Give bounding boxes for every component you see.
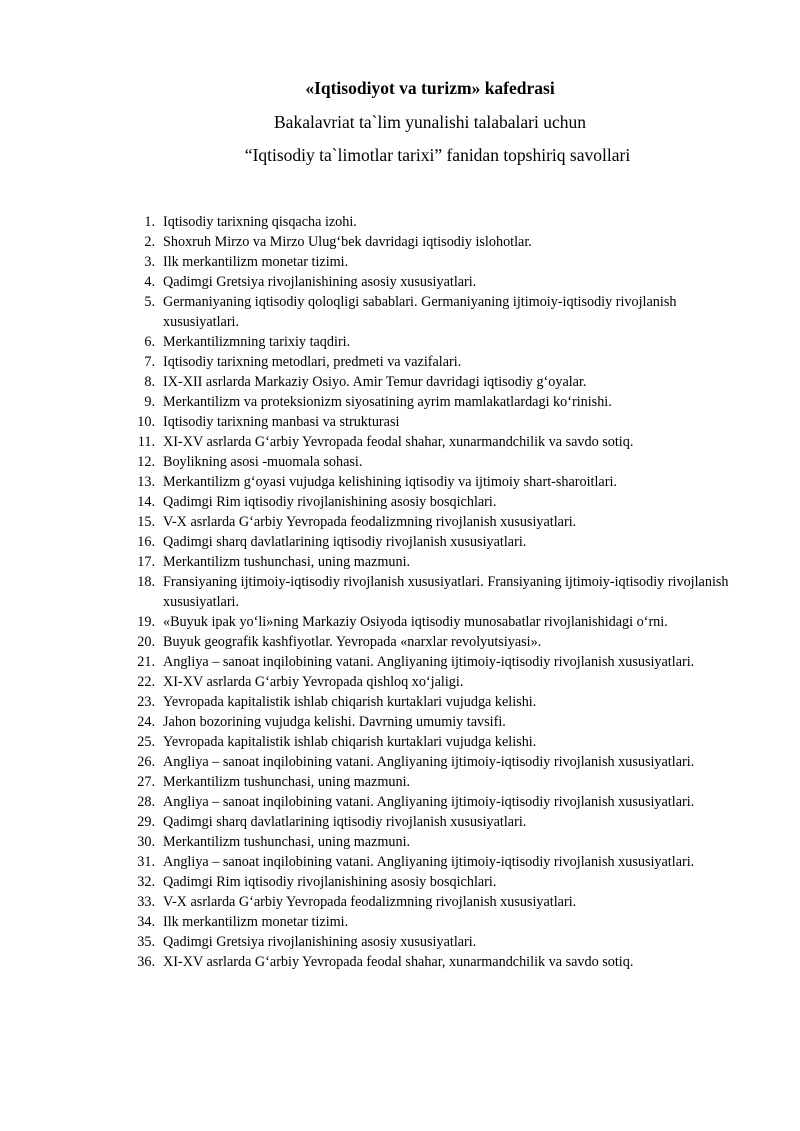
question-number: 9.	[144, 394, 155, 410]
question-number: 22.	[137, 674, 155, 690]
question-text: Yevropada kapitalistik ishlab chiqarish kurtaklari vujudga kelishi.	[163, 694, 537, 710]
question-item	[0, 232, 800, 252]
question-text: Boylikning asosi -muomala sohasi.	[163, 454, 363, 470]
question-item	[0, 892, 800, 912]
question-number: 33.	[137, 894, 155, 910]
question-item	[0, 932, 800, 952]
question-number: 1.	[144, 214, 155, 230]
subject-subtitle: “Iqtisodiy ta`limotlar tarixi” fanidan topshiriq savollari	[244, 145, 631, 165]
question-text: Qadimgi Gretsiya rivojlanishining asosiy xususiyatlari.	[163, 934, 477, 950]
question-text: Qadimgi sharq davlatlarining iqtisodiy rivojlanish xususiyatlari.	[163, 534, 527, 550]
question-text: Merkantilizm g‘oyasi vujudga kelishining iqtisodiy va ijtimoiy shart-sharoitlari.	[163, 474, 617, 490]
question-text: XI-XV asrlarda G‘arbiy Yevropada feodal shahar, xunarmandchilik va savdo sotiq.	[163, 434, 634, 450]
question-text: Fransiyaning ijtimoiy-iqtisodiy rivojlanish xususiyatlari. Fransiyaning ijtimoiy-iqtisodiy rivojlanish xususiyatlari.	[163, 574, 729, 610]
question-text: Merkantilizm tushunchasi, uning mazmuni.	[163, 774, 411, 790]
question-number: 34.	[137, 914, 155, 930]
question-item	[0, 652, 800, 672]
question-item	[0, 712, 800, 732]
question-number: 29.	[137, 814, 155, 830]
question-text: Angliya – sanoat inqilobining vatani. Angliyaning ijtimoiy-iqtisodiy rivojlanish xususiyatlari.	[163, 654, 695, 670]
question-item	[0, 272, 800, 292]
question-number: 30.	[137, 834, 155, 850]
question-number: 6.	[144, 334, 155, 350]
question-number: 14.	[137, 494, 155, 510]
question-item	[0, 332, 800, 352]
question-number: 13.	[137, 474, 155, 490]
question-item	[0, 672, 800, 692]
question-item	[0, 632, 800, 652]
question-text: Ilk merkantilizm monetar tizimi.	[163, 914, 349, 930]
question-number: 35.	[137, 934, 155, 950]
question-number: 21.	[137, 654, 155, 670]
question-number: 32.	[137, 874, 155, 890]
question-item	[0, 852, 800, 872]
question-item	[0, 572, 800, 612]
question-number: 2.	[144, 234, 155, 250]
question-item	[0, 252, 800, 272]
question-item	[0, 212, 800, 232]
question-text: Angliya – sanoat inqilobining vatani. Angliyaning ijtimoiy-iqtisodiy rivojlanish xususiyatlari.	[163, 794, 695, 810]
question-number: 8.	[144, 374, 155, 390]
question-text: IX-XII asrlarda Markaziy Osiyo. Amir Temur davridagi iqtisodiy g‘oyalar.	[163, 374, 587, 390]
question-text: Angliya – sanoat inqilobining vatani. Angliyaning ijtimoiy-iqtisodiy rivojlanish xususiyatlari.	[163, 754, 695, 770]
department-title: «Iqtisodiyot va turizm» kafedrasi	[305, 78, 555, 98]
question-text: Jahon bozorining vujudga kelishi. Davrning umumiy tavsifi.	[163, 714, 506, 730]
question-text: Shoxruh Mirzo va Mirzo Ulug‘bek davridagi iqtisodiy islohotlar.	[163, 234, 532, 250]
question-item	[0, 612, 800, 632]
question-text: Iqtisodiy tarixning qisqacha izohi.	[163, 214, 357, 230]
question-item	[0, 772, 800, 792]
question-number: 10.	[137, 414, 155, 430]
question-number: 26.	[137, 754, 155, 770]
question-number: 31.	[137, 854, 155, 870]
question-number: 16.	[137, 534, 155, 550]
question-text: Buyuk geografik kashfiyotlar. Yevropada «narxlar revolyutsiyasi».	[163, 634, 542, 650]
question-number: 20.	[137, 634, 155, 650]
question-item	[0, 812, 800, 832]
question-number: 5.	[144, 294, 155, 310]
question-number: 27.	[137, 774, 155, 790]
question-text: Iqtisodiy tarixning metodlari, predmeti va vazifalari.	[163, 354, 462, 370]
question-number: 23.	[137, 694, 155, 710]
question-item	[0, 472, 800, 492]
question-item	[0, 452, 800, 472]
question-list	[0, 212, 800, 972]
question-text: Qadimgi Gretsiya rivojlanishining asosiy xususiyatlari.	[163, 274, 477, 290]
question-number: 4.	[144, 274, 155, 290]
question-item	[0, 372, 800, 392]
question-number: 15.	[137, 514, 155, 530]
question-item	[0, 352, 800, 372]
question-text: Qadimgi Rim iqtisodiy rivojlanishining asosiy bosqichlari.	[163, 874, 497, 890]
question-item	[0, 752, 800, 772]
question-number: 19.	[137, 614, 155, 630]
question-number: 25.	[137, 734, 155, 750]
question-text: Qadimgi Rim iqtisodiy rivojlanishining asosiy bosqichlari.	[163, 494, 497, 510]
question-item	[0, 832, 800, 852]
question-text: Angliya – sanoat inqilobining vatani. Angliyaning ijtimoiy-iqtisodiy rivojlanish xususiyatlari.	[163, 854, 695, 870]
question-item	[0, 872, 800, 892]
question-text: Germaniyaning iqtisodiy qoloqligi sabablari. Germaniyaning ijtimoiy-iqtisodiy rivojlanish xususiyatlari.	[163, 294, 677, 330]
question-item	[0, 512, 800, 532]
question-text: Merkantilizm va proteksionizm siyosatining ayrim mamlakatlardagi ko‘rinishi.	[163, 394, 612, 410]
question-item	[0, 792, 800, 812]
question-item	[0, 552, 800, 572]
question-number: 36.	[137, 954, 155, 970]
question-text: Merkantilizmning tarixiy taqdiri.	[163, 334, 351, 350]
question-text: V-X asrlarda G‘arbiy Yevropada feodalizmning rivojlanish xususiyatlari.	[163, 894, 577, 910]
question-item	[0, 692, 800, 712]
question-number: 3.	[144, 254, 155, 270]
question-text: Ilk merkantilizm monetar tizimi.	[163, 254, 349, 270]
question-item	[0, 392, 800, 412]
question-item	[0, 912, 800, 932]
question-item	[0, 732, 800, 752]
question-text: «Buyuk ipak yo‘li»ning Markaziy Osiyoda iqtisodiy munosabatlar rivojlanishidagi o‘rni.	[163, 614, 668, 630]
question-number: 12.	[137, 454, 155, 470]
question-number: 17.	[137, 554, 155, 570]
question-text: XI-XV asrlarda G‘arbiy Yevropada qishloq xo‘jaligi.	[163, 674, 464, 690]
question-item	[0, 532, 800, 552]
question-text: V-X asrlarda G‘arbiy Yevropada feodalizmning rivojlanish xususiyatlari.	[163, 514, 577, 530]
question-text: Yevropada kapitalistik ishlab chiqarish kurtaklari vujudga kelishi.	[163, 734, 537, 750]
question-text: Merkantilizm tushunchasi, uning mazmuni.	[163, 834, 411, 850]
question-text: XI-XV asrlarda G‘arbiy Yevropada feodal shahar, xunarmandchilik va savdo sotiq.	[163, 954, 634, 970]
question-number: 7.	[144, 354, 155, 370]
question-item	[0, 952, 800, 972]
question-item	[0, 292, 800, 332]
question-text: Qadimgi sharq davlatlarining iqtisodiy rivojlanish xususiyatlari.	[163, 814, 527, 830]
question-number: 24.	[137, 714, 155, 730]
question-number: 18.	[137, 574, 155, 590]
question-item	[0, 412, 800, 432]
question-text: Merkantilizm tushunchasi, uning mazmuni.	[163, 554, 411, 570]
audience-subtitle: Bakalavriat ta`lim yunalishi talabalari uchun	[274, 112, 586, 132]
question-text: Iqtisodiy tarixning manbasi va strukturasi	[163, 414, 400, 430]
question-number: 11.	[137, 434, 155, 450]
question-item	[0, 432, 800, 452]
question-item	[0, 492, 800, 512]
question-number: 28.	[137, 794, 155, 810]
